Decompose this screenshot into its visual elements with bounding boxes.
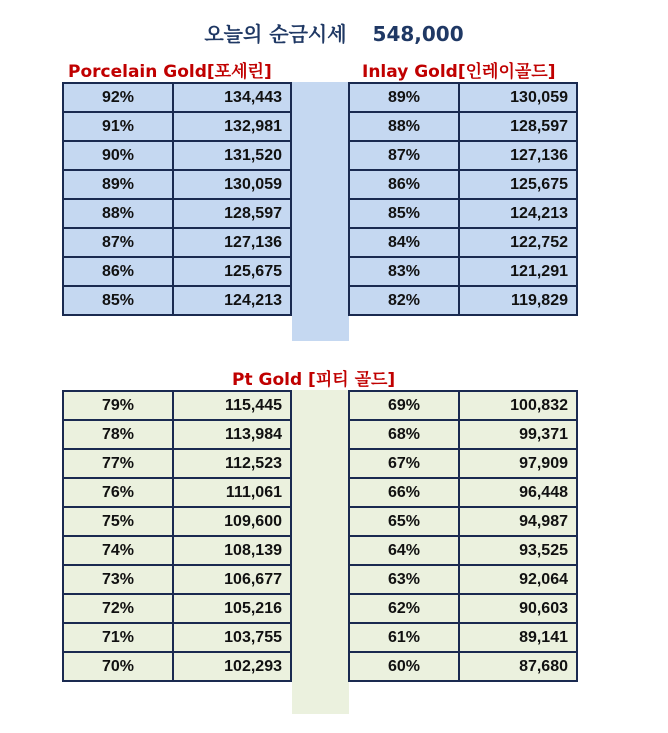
purity-cell: 92% — [63, 83, 173, 112]
porcelain-inlay-gap — [292, 82, 349, 341]
price-cell: 105,216 — [173, 594, 291, 623]
price-cell: 96,448 — [459, 478, 577, 507]
table-row — [63, 170, 291, 199]
purity-cell: 77% — [63, 449, 173, 478]
purity-cell: 83% — [349, 257, 459, 286]
table-row — [349, 478, 577, 507]
gold-price: 548,000 — [372, 22, 464, 46]
table-row — [63, 449, 291, 478]
table-row — [349, 170, 577, 199]
table-row — [349, 449, 577, 478]
table-row — [349, 286, 577, 315]
purity-cell: 88% — [349, 112, 459, 141]
porcelain-table — [62, 82, 292, 316]
price-cell: 128,597 — [459, 112, 577, 141]
purity-cell: 73% — [63, 565, 173, 594]
table-row — [349, 536, 577, 565]
price-cell: 112,523 — [173, 449, 291, 478]
purity-cell: 90% — [63, 141, 173, 170]
table-row — [63, 112, 291, 141]
price-cell: 115,445 — [173, 391, 291, 420]
price-cell: 130,059 — [459, 83, 577, 112]
price-cell: 124,213 — [173, 286, 291, 315]
table-row — [349, 199, 577, 228]
table-row — [63, 565, 291, 594]
porcelain-gold-label: Porcelain Gold[포세린] — [68, 62, 272, 82]
purity-cell: 85% — [349, 199, 459, 228]
table-row — [349, 112, 577, 141]
price-cell: 89,141 — [459, 623, 577, 652]
price-cell: 122,752 — [459, 228, 577, 257]
table-row — [63, 623, 291, 652]
purity-cell: 63% — [349, 565, 459, 594]
table-row — [63, 199, 291, 228]
page-title — [0, 18, 668, 47]
purity-cell: 75% — [63, 507, 173, 536]
pt-right-table — [348, 390, 578, 682]
purity-cell: 70% — [63, 652, 173, 681]
pt-left-table — [62, 390, 292, 682]
purity-cell: 61% — [349, 623, 459, 652]
table-row — [349, 83, 577, 112]
table-row — [63, 286, 291, 315]
purity-cell: 66% — [349, 478, 459, 507]
table-row — [349, 507, 577, 536]
purity-cell: 91% — [63, 112, 173, 141]
purity-cell: 82% — [349, 286, 459, 315]
purity-cell: 85% — [63, 286, 173, 315]
table-row — [63, 83, 291, 112]
purity-cell: 88% — [63, 199, 173, 228]
purity-cell: 86% — [349, 170, 459, 199]
purity-cell: 68% — [349, 420, 459, 449]
purity-cell: 78% — [63, 420, 173, 449]
table-row — [63, 536, 291, 565]
price-cell: 134,443 — [173, 83, 291, 112]
table-row — [349, 565, 577, 594]
price-cell: 131,520 — [173, 141, 291, 170]
purity-cell: 64% — [349, 536, 459, 565]
price-cell: 125,675 — [459, 170, 577, 199]
price-cell: 130,059 — [173, 170, 291, 199]
price-cell: 125,675 — [173, 257, 291, 286]
price-cell: 93,525 — [459, 536, 577, 565]
price-cell: 92,064 — [459, 565, 577, 594]
purity-cell: 89% — [63, 170, 173, 199]
purity-cell: 84% — [349, 228, 459, 257]
title-text: 오늘의 순금시세 — [204, 22, 347, 46]
table-row — [349, 420, 577, 449]
price-cell: 99,371 — [459, 420, 577, 449]
price-cell: 103,755 — [173, 623, 291, 652]
price-cell: 127,136 — [459, 141, 577, 170]
purity-cell: 67% — [349, 449, 459, 478]
price-cell: 102,293 — [173, 652, 291, 681]
purity-cell: 65% — [349, 507, 459, 536]
table-row — [63, 141, 291, 170]
purity-cell: 74% — [63, 536, 173, 565]
price-cell: 106,677 — [173, 565, 291, 594]
table-row — [349, 141, 577, 170]
price-cell: 94,987 — [459, 507, 577, 536]
price-cell: 109,600 — [173, 507, 291, 536]
price-cell: 124,213 — [459, 199, 577, 228]
table-row — [349, 228, 577, 257]
table-row — [63, 391, 291, 420]
table-row — [63, 228, 291, 257]
table-row — [63, 594, 291, 623]
pt-gold-label: Pt Gold [피티 골드] — [232, 370, 396, 390]
table-row — [63, 507, 291, 536]
purity-cell: 72% — [63, 594, 173, 623]
purity-cell: 71% — [63, 623, 173, 652]
price-cell: 87,680 — [459, 652, 577, 681]
price-cell: 100,832 — [459, 391, 577, 420]
pt-gap — [292, 390, 349, 714]
inlay-table — [348, 82, 578, 316]
price-cell: 119,829 — [459, 286, 577, 315]
purity-cell: 69% — [349, 391, 459, 420]
price-cell: 97,909 — [459, 449, 577, 478]
price-cell: 90,603 — [459, 594, 577, 623]
price-cell: 113,984 — [173, 420, 291, 449]
purity-cell: 62% — [349, 594, 459, 623]
table-row — [63, 478, 291, 507]
purity-cell: 76% — [63, 478, 173, 507]
table-row — [349, 257, 577, 286]
price-cell: 128,597 — [173, 199, 291, 228]
table-row — [349, 391, 577, 420]
purity-cell: 79% — [63, 391, 173, 420]
table-row — [349, 594, 577, 623]
table-row — [349, 652, 577, 681]
table-row — [349, 623, 577, 652]
price-cell: 108,139 — [173, 536, 291, 565]
purity-cell: 86% — [63, 257, 173, 286]
price-cell: 127,136 — [173, 228, 291, 257]
table-row — [63, 420, 291, 449]
table-row — [63, 652, 291, 681]
purity-cell: 60% — [349, 652, 459, 681]
purity-cell: 87% — [349, 141, 459, 170]
price-cell: 111,061 — [173, 478, 291, 507]
purity-cell: 89% — [349, 83, 459, 112]
purity-cell: 87% — [63, 228, 173, 257]
inlay-gold-label: Inlay Gold[인레이골드] — [362, 62, 556, 82]
price-cell: 132,981 — [173, 112, 291, 141]
table-row — [63, 257, 291, 286]
price-cell: 121,291 — [459, 257, 577, 286]
